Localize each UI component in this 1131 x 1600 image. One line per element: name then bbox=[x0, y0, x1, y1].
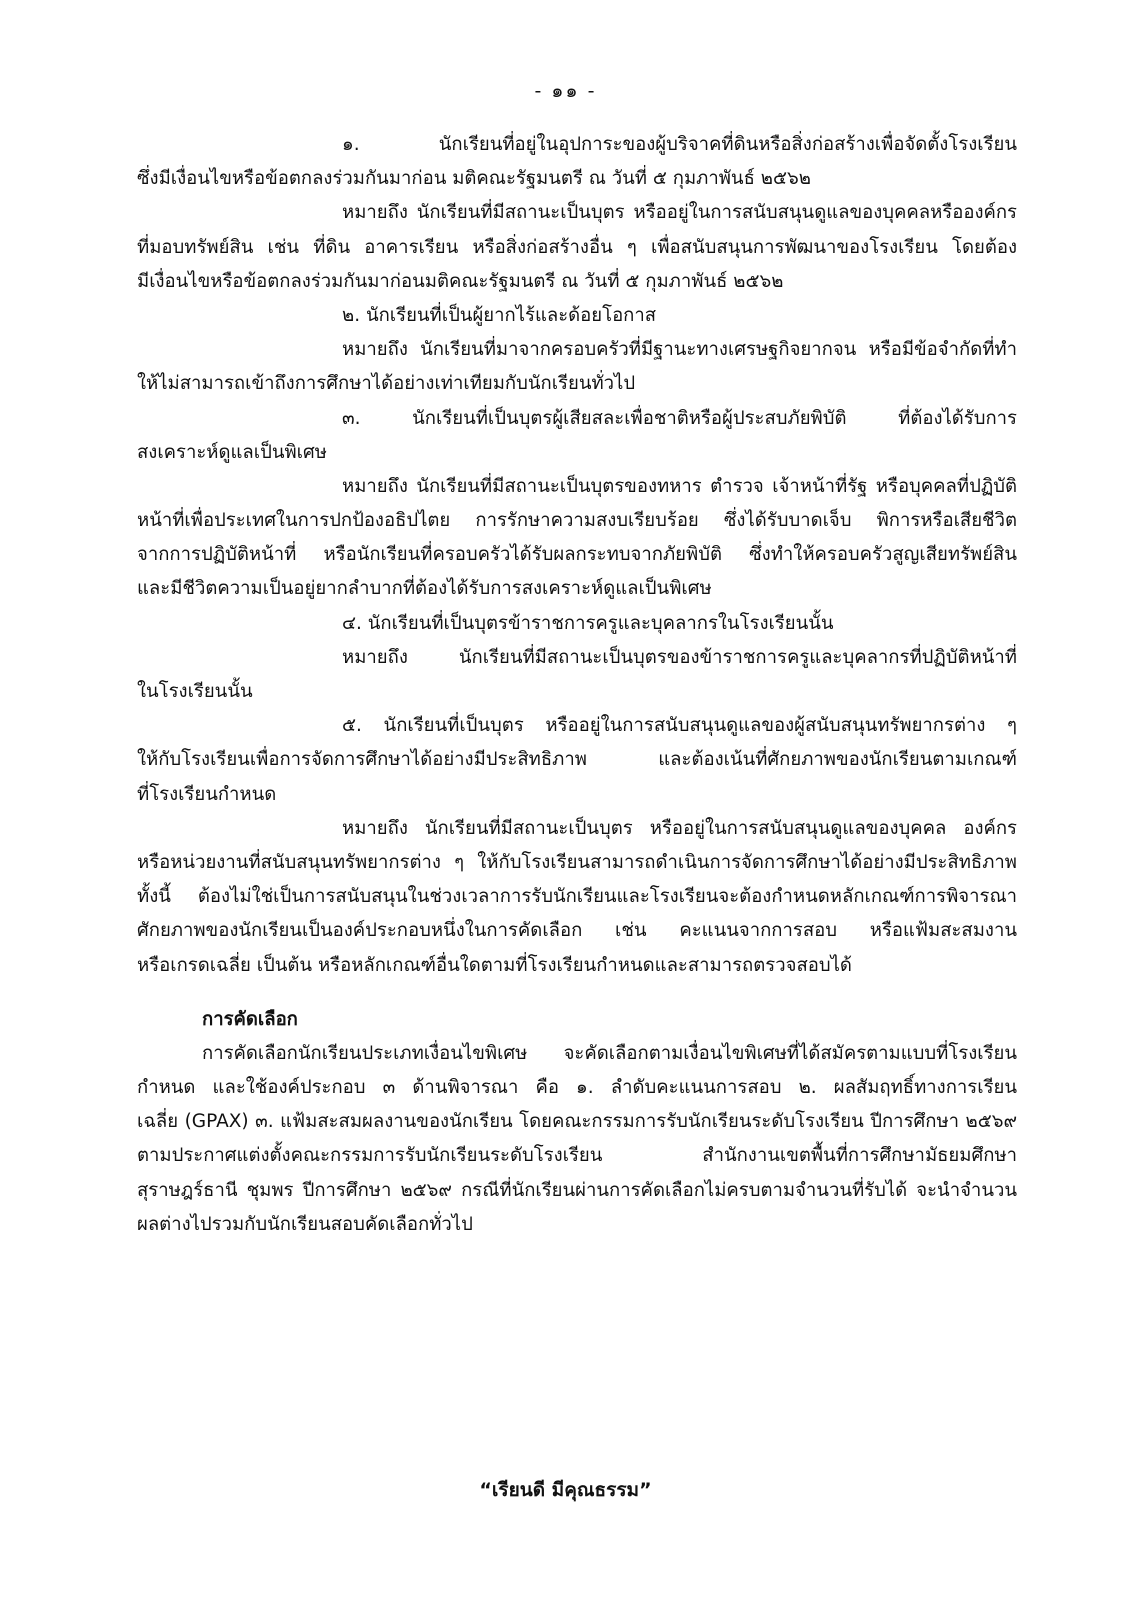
item-meaning-line: หมายถึง นักเรียนที่มีสถานะเป็นบุตร หรืออยู่ในการสนับสนุนดูแลของบุคคลหรือองค์กร bbox=[342, 202, 1017, 224]
selection-line: เฉลี่ย (GPAX) ๓. แฟ้มสะสมผลงานของนักเรียน โดยคณะกรรมการรับนักเรียนระดับโรงเรียน ปีการศึกษา ๒๕๖๙ bbox=[137, 1111, 1017, 1133]
item-title-line: ที่โรงเรียนกำหนด bbox=[137, 783, 277, 805]
item-meaning-line: ศักยภาพของนักเรียนเป็นองค์ประกอบหนึ่งในการคัดเลือก เช่น คะแนนจากการสอบ หรือแฟ้มสะสมงาน bbox=[137, 920, 1017, 942]
item-meaning-line: ที่มอบทรัพย์สิน เช่น ที่ดิน อาคารเรียน หรือสิ่งก่อสร้างอื่น ๆ เพื่อสนับสนุนการพัฒนาของโรงเรียน โดยต้อง bbox=[137, 236, 1017, 258]
item-meaning-line: ให้ไม่สามารถเข้าถึงการศึกษาได้อย่างเท่าเทียมกับนักเรียนทั่วไป bbox=[137, 373, 636, 395]
item-meaning-line: หรือหน่วยงานที่สนับสนุนทรัพยากรต่าง ๆ ให้กับโรงเรียนสามารถดำเนินการจัดการศึกษาได้อย่างมีประสิทธิภาพ bbox=[137, 851, 1017, 873]
selection-line: กำหนด และใช้องค์ประกอบ ๓ ด้านพิจารณา คือ ๑. ลำดับคะแนนการสอบ ๒. ผลสัมฤทธิ์ทางการเรียน bbox=[137, 1077, 1017, 1099]
selection-section bbox=[137, 1003, 1017, 1242]
item-meaning-line: หรือเกรดเฉลี่ย เป็นต้น หรือหลักเกณฑ์อื่นใดตามที่โรงเรียนกำหนดและสามารถตรวจสอบได้ bbox=[137, 954, 852, 976]
item-title-line: ให้กับโรงเรียนเพื่อการจัดการศึกษาได้อย่างมีประสิทธิภาพ และต้องเน้นที่ศักยภาพของนักเรียนตามเกณฑ์ bbox=[137, 749, 1017, 771]
item-meaning-line: หมายถึง นักเรียนที่มีสถานะเป็นบุตรของทหาร ตำรวจ เจ้าหน้าที่รัฐ หรือบุคคลที่ปฏิบัติ bbox=[342, 475, 1017, 497]
section-heading: การคัดเลือก bbox=[202, 1008, 298, 1030]
item-meaning-line: มีเงื่อนไขหรือข้อตกลงร่วมกันมาก่อนมติคณะรัฐมนตรี ณ วันที่ ๕ กุมภาพันธ์ ๒๕๖๒ bbox=[137, 270, 784, 292]
criteria-item-4 bbox=[137, 607, 1017, 710]
item-meaning-line: และมีชีวิตความเป็นอยู่ยากลำบากที่ต้องได้รับการสงเคราะห์ดูแลเป็นพิเศษ bbox=[137, 578, 712, 600]
item-meaning-line: หมายถึง นักเรียนที่มีสถานะเป็นบุตรของข้าราชการครูและบุคลากรที่ปฏิบัติหน้าที่ bbox=[342, 646, 1017, 668]
section-spacer bbox=[137, 983, 1017, 1003]
item-meaning-line: หมายถึง นักเรียนที่มีสถานะเป็นบุตร หรืออยู่ในการสนับสนุนดูแลของบุคคล องค์กร bbox=[342, 817, 1017, 839]
page-number: - ๑๑ - bbox=[534, 80, 597, 102]
school-motto: “เรียนดี มีคุณธรรม” bbox=[479, 1479, 652, 1501]
document-body bbox=[137, 128, 1017, 1242]
item-title-line: ๓. นักเรียนที่เป็นบุตรผู้เสียสละเพื่อชาติหรือผู้ประสบภัยพิบัติ ที่ต้องได้รับการ bbox=[342, 407, 1017, 429]
item-meaning-line: ในโรงเรียนนั้น bbox=[137, 681, 253, 702]
item-meaning-line: ทั้งนี้ ต้องไม่ใช่เป็นการสนับสนุนในช่วงเวลาการรับนักเรียนและโรงเรียนจะต้องกำหนดหลักเกณฑ์การพิจารณา bbox=[137, 886, 1017, 908]
item-title-line: ๒. นักเรียนที่เป็นผู้ยากไร้และด้อยโอกาส bbox=[342, 304, 657, 326]
item-title-line: ๔. นักเรียนที่เป็นบุตรข้าราชการครูและบุคลากรในโรงเรียนนั้น bbox=[342, 612, 834, 634]
item-title-line: ซึ่งมีเงื่อนไขหรือข้อตกลงร่วมกันมาก่อน มติคณะรัฐมนตรี ณ วันที่ ๕ กุมภาพันธ์ ๒๕๖๒ bbox=[137, 168, 811, 190]
selection-line: การคัดเลือกนักเรียนประเภทเงื่อนไขพิเศษ จะคัดเลือกตามเงื่อนไขพิเศษที่ได้สมัครตามแบบที่โรงเรียน bbox=[202, 1042, 1017, 1064]
item-meaning-line: จากการปฏิบัติหน้าที่ หรือนักเรียนที่ครอบครัวได้รับผลกระทบจากภัยพิบัติ ซึ่งทำให้ครอบครัวสูญเสียทรัพย์สิน bbox=[137, 544, 1017, 566]
item-title-line: ๕. นักเรียนที่เป็นบุตร หรืออยู่ในการสนับสนุนดูแลของผู้สนับสนุนทรัพยากรต่าง ๆ bbox=[342, 715, 1017, 737]
selection-line: ผลต่างไปรวมกับนักเรียนสอบคัดเลือกทั่วไป bbox=[137, 1213, 473, 1235]
criteria-item-2 bbox=[137, 299, 1017, 402]
item-title-line: ๑. นักเรียนที่อยู่ในอุปการะของผู้บริจาคที่ดินหรือสิ่งก่อสร้างเพื่อจัดตั้งโรงเรียน bbox=[342, 134, 1017, 155]
item-title-line: สงเคราะห์ดูแลเป็นพิเศษ bbox=[137, 441, 327, 463]
criteria-item-5 bbox=[137, 709, 1017, 983]
criteria-item-1 bbox=[137, 128, 1017, 299]
selection-line: สุราษฎร์ธานี ชุมพร ปีการศึกษา ๒๕๖๙ กรณีที่นักเรียนผ่านการคัดเลือกไม่ครบตามจำนวนที่รับได้ จะนำจำนวน bbox=[137, 1179, 1017, 1201]
criteria-item-3 bbox=[137, 402, 1017, 607]
selection-line: ตามประกาศแต่งตั้งคณะกรรมการรับนักเรียนระดับโรงเรียน สำนักงานเขตพื้นที่การศึกษามัธยมศึกษา bbox=[137, 1145, 1017, 1167]
item-meaning-line: หน้าที่เพื่อประเทศในการปกป้องอธิปไตย การรักษาความสงบเรียบร้อย ซึ่งได้รับบาดเจ็บ พิการหรือเสียชีวิต bbox=[137, 510, 1017, 532]
item-meaning-line: หมายถึง นักเรียนที่มาจากครอบครัวที่มีฐานะทางเศรษฐกิจยากจน หรือมีข้อจำกัดที่ทำ bbox=[342, 339, 1017, 361]
